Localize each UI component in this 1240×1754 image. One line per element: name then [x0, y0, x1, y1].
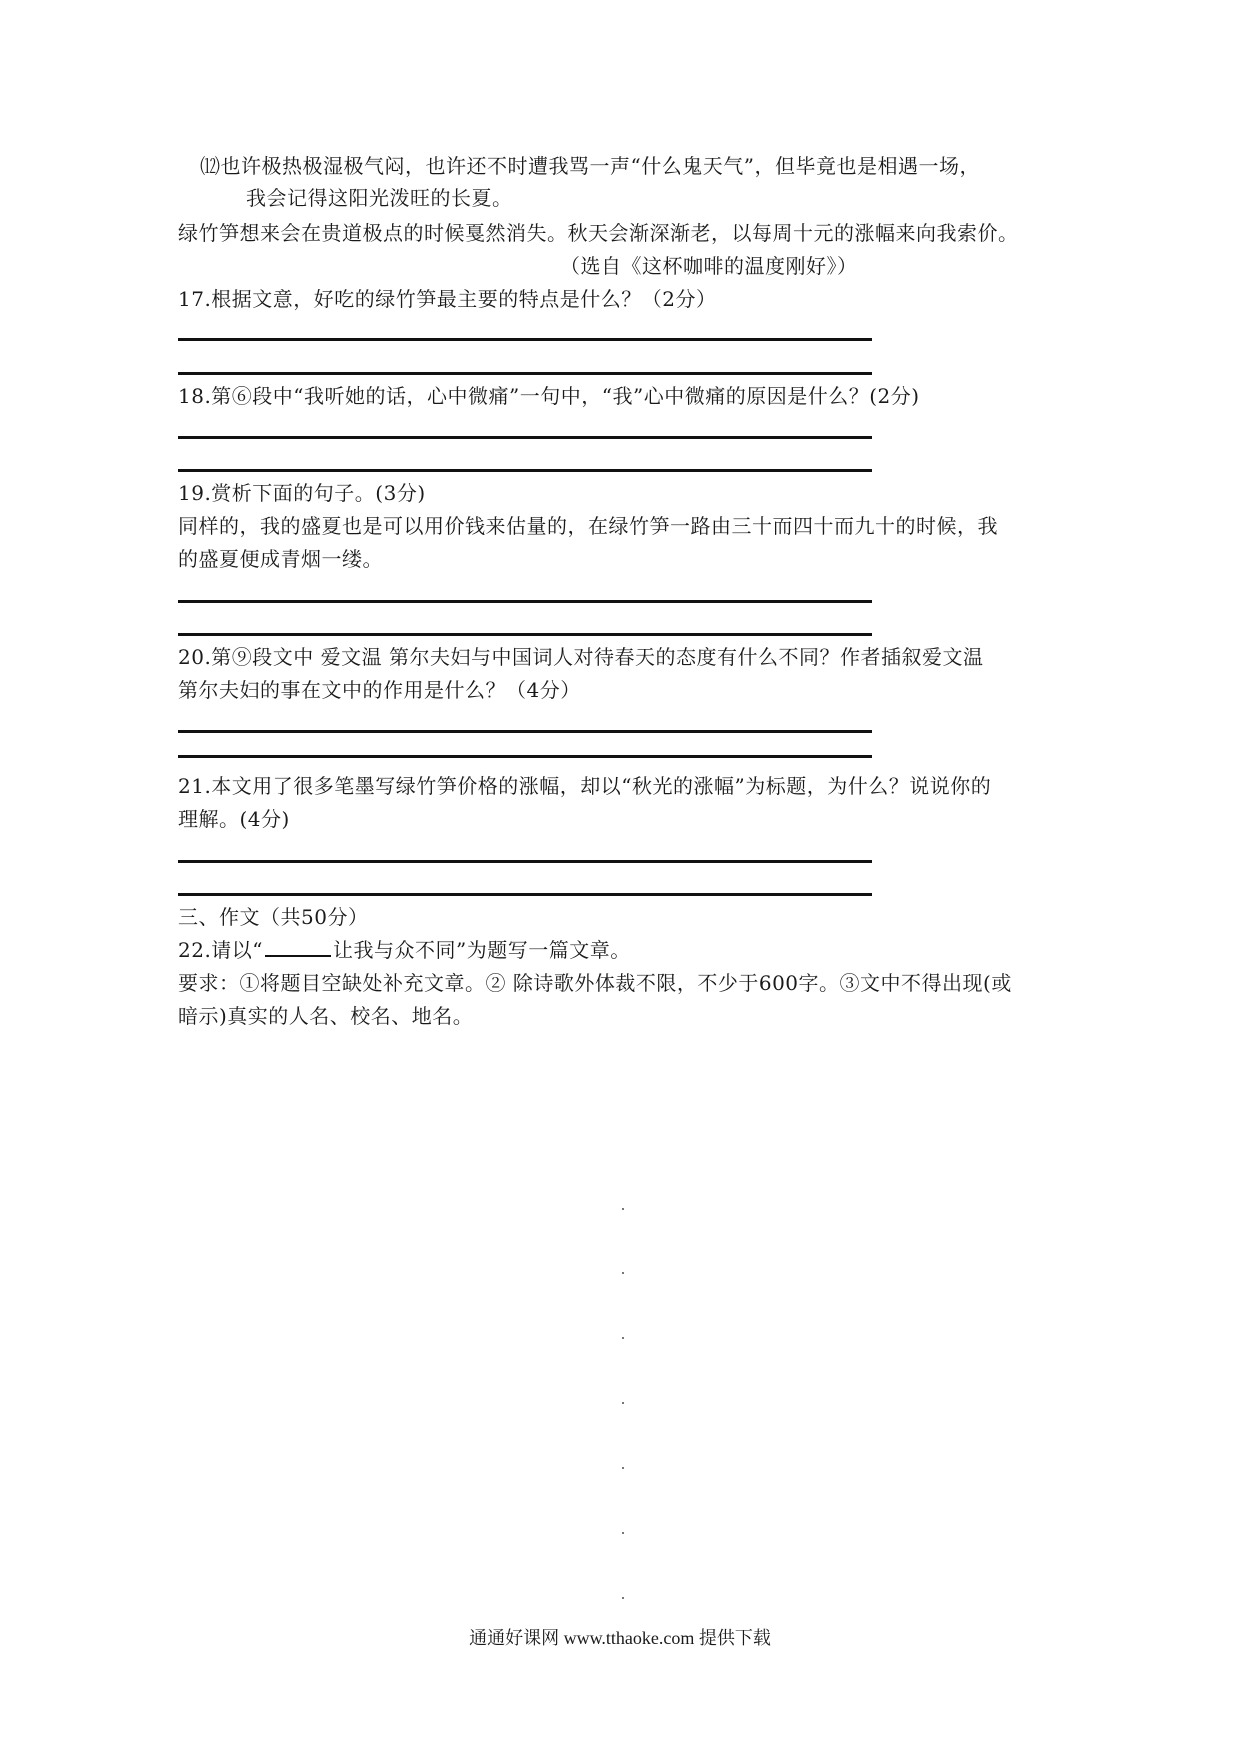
page-footer: 通通好课网 www.tthaoke.com 提供下载 [469, 1628, 771, 1648]
question-19-quote-line1: 同样的，我的盛夏也是可以用价钱来估量的，在绿竹笋一路由三十而四十而九十的时候，我 [178, 514, 998, 538]
scan-dot [622, 1208, 624, 1210]
answer-line-18b[interactable] [178, 469, 872, 472]
answer-line-21a[interactable] [178, 860, 872, 863]
answer-line-18a[interactable] [178, 436, 872, 439]
scan-dot [622, 1337, 624, 1339]
title-blank[interactable] [265, 937, 331, 957]
essay-requirements-line2: 暗示)真实的人名、校名、地名。 [178, 1004, 474, 1028]
question-17: 17.根据文意，好吃的绿竹笋最主要的特点是什么？（2分） [178, 287, 717, 311]
question-19: 19.赏析下面的句子。(3分) [178, 481, 426, 505]
passage-para13: 绿竹笋想来会在贵道极点的时候戛然消失。秋天会渐深渐老，以每周十元的涨幅来向我索价。 [178, 221, 1019, 245]
scan-dot [622, 1597, 624, 1599]
question-20-line2: 第尔夫妇的事在文中的作用是什么？（4分） [178, 678, 581, 702]
passage-source: （选自《这杯咖啡的温度刚好》） [560, 254, 858, 278]
answer-line-17b[interactable] [178, 372, 872, 375]
answer-line-19b[interactable] [178, 633, 872, 636]
question-21-line2: 理解。(4分) [178, 807, 290, 831]
question-22-prefix: 22.请以“ [178, 938, 264, 962]
question-20-line1: 20.第⑨段文中 爱文温 第尔夫妇与中国词人对待春天的态度有什么不同？作者插叙爱文温 [178, 645, 984, 669]
answer-line-17a[interactable] [178, 338, 872, 341]
question-22 [178, 936, 631, 964]
scan-dot [622, 1272, 624, 1274]
question-19-quote-line2: 的盛夏便成青烟一缕。 [178, 547, 383, 571]
answer-line-20a[interactable] [178, 730, 872, 733]
passage-para12-line2: 我会记得这阳光泼旺的长夏。 [246, 186, 513, 210]
passage-para12-line1: ⑿也许极热极湿极气闷，也许还不时遭我骂一声“什么鬼天气”，但毕竟也是相遇一场， [200, 154, 980, 178]
answer-line-19a[interactable] [178, 600, 872, 603]
question-21-line1: 21.本文用了很多笔墨写绿竹笋价格的涨幅，却以“秋光的涨幅”为标题，为什么？说说你的 [178, 774, 992, 798]
answer-line-20b[interactable] [178, 755, 872, 758]
essay-section-title: 三、作文（共50分） [178, 905, 369, 929]
question-22-suffix: 让我与众不同”为题写一篇文章。 [333, 938, 631, 962]
scan-dot [622, 1532, 624, 1534]
essay-requirements-line1: 要求：①将题目空缺处补充文章。② 除诗歌外体裁不限，不少于600字。③文中不得出现(或 [178, 971, 1012, 995]
question-18: 18.第⑥段中“我听她的话，心中微痛”一句中，“我”心中微痛的原因是什么？(2分) [178, 384, 920, 408]
scan-dot [622, 1467, 624, 1469]
answer-line-21b[interactable] [178, 893, 872, 896]
scan-dot [622, 1402, 624, 1404]
